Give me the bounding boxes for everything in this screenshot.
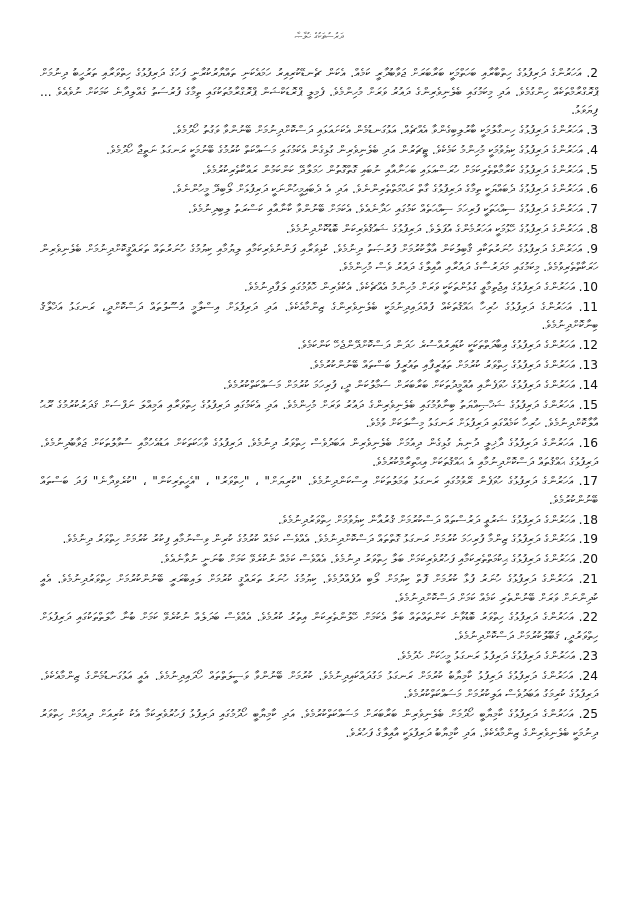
paragraph-number: 25 bbox=[582, 706, 598, 721]
paragraph-text: އަހަރުންގެ ދަރިފުޅުގެ ހުވަފެނާއި އުއްމީދުތަކަށް ބަރާބަރަށް ސަމާލުކަން ދީ، ފުރިހަމަ ކުރުމަށް މަސައްކަތްކުރުމެވެ. bbox=[222, 377, 575, 392]
paragraph-text: އަހަރުންގެ ދަރިފުޅުގެ ހިތްވަރު ބޮޑުވާނެ ކަންތައްތައް ބަލާ އެކަމަށް ހޭލުންތެރިކަން އިތުރު ކުރުމެވެ. އެއްވެސް ބަދަލެއް ނުކުރެވޭ ކަމަށް ބުނާ ހާލަތްތަކުގައި ދަރިފުޅަށް ހިތްވަރުދީ، ޤަބޫލުކުރުމަށް ދަސްކޮށްދިނުމެވެ. bbox=[40, 610, 598, 643]
numbered-paragraph bbox=[40, 472, 598, 509]
paragraph-separator: . bbox=[581, 66, 591, 80]
paragraph-separator: . bbox=[572, 572, 583, 586]
paragraph-separator: . bbox=[574, 280, 583, 295]
numbered-paragraph bbox=[40, 667, 598, 704]
paragraph-number: 7 bbox=[590, 202, 598, 217]
numbered-paragraph bbox=[40, 200, 598, 219]
paragraph-number: 10 bbox=[582, 280, 598, 295]
paragraph-separator: . bbox=[581, 241, 591, 256]
document-body bbox=[40, 64, 598, 743]
paragraph-separator: . bbox=[582, 122, 591, 137]
paragraph-separator: . bbox=[574, 512, 583, 527]
numbered-paragraph bbox=[40, 511, 598, 530]
paragraph-number: 20 bbox=[582, 552, 598, 567]
paragraph-number: 9 bbox=[590, 241, 599, 256]
paragraph-number: 22 bbox=[582, 610, 598, 625]
paragraph-number: 13 bbox=[582, 357, 598, 372]
paragraph-text: އަހަރުންގެ ދަރިފުޅުގެ އިޖުތިމާޢީ ގުޅުންތަކަކީ ވަރަށް މުހިންމު އެއްޗެކެވެ. އެކުވެރިން ހޮވުމުގައި ލަފާދިނުމެވެ. bbox=[243, 280, 575, 295]
paragraph-text: އަހަރުންގެ ދަރިފުޅުގެ ޝަޚްޞިއްޔަތު ބިނާވުމުގައި ބެލެނިވެރިންގެ ދައުރު ވަރަށް މުހިންމެވެ. އަދި އެކަމުގައި ދަރިފުޅުގެ ހިތްވަރާއި އަމިއްލަ ނަފްސަށް ޤަދަރުކުރުމުގެ ރޫޙު އާލާކޮށްދިނުމެވެ. ހުރިހާ ކަމެއްގައި ދަރިފުޅަށް ރަނގަޅު މިސާލަކަށް ވުމެވެ. bbox=[40, 397, 598, 431]
paragraph-number: 2 bbox=[590, 66, 599, 80]
numbered-paragraph bbox=[40, 434, 598, 471]
numbered-paragraph bbox=[40, 705, 598, 742]
paragraph-separator: . bbox=[582, 162, 591, 177]
paragraph-number: 21 bbox=[582, 572, 599, 586]
paragraph-text: އަހަރުންގެ ދަރިފުޅުގެ ކަރާމާތްތެރިކަމަށް ހުރަސްއަޅައި ބަހަނާއާއި ނުބައި ގޮތްގޮތުން ހަމަލާދޭ ކަންކަމުން ރައްކާތެރިކުރުމެވެ. bbox=[201, 162, 583, 177]
numbered-paragraph bbox=[40, 530, 598, 549]
paragraph-text: އަހަރުންގެ ދަރިފުޅުގެ ދަރިފުޅު ރަނގަޅު މީހަކަށް ހެދުމެވެ. bbox=[396, 648, 575, 663]
numbered-paragraph bbox=[40, 647, 598, 666]
paragraph-text: އަހަރުންގެ ދަރިފުޅުގެ ހުރިހާ ޙައްޤުތަކެއް ފުއްދައިދިނުމަކީ ބެލެނިވެރިންގެ ޒިންމާއެކެވެ. އަދި ދަރިފުޅަށް އިސްލާމީ އުސޫލުތައް ދަސްކޮށްދީ، ރަނގަޅު އަޚްލާޤު ބިނާކޮށްދިނުމެވެ. bbox=[40, 299, 598, 333]
paragraph-separator: . bbox=[573, 610, 583, 625]
paragraph-number: 23 bbox=[582, 648, 598, 663]
paragraph-separator: . bbox=[582, 182, 591, 197]
paragraph-number: 6 bbox=[590, 182, 598, 197]
numbered-paragraph bbox=[40, 570, 598, 607]
paragraph-text: އަހަރުންގެ ދަރިފުޅުގެ އިބާދަތްތަކަކީ ކުޑައިރުއްސުރެ ހަދަން ދަސްކޮށްދޭންޖެހޭ ކަންކަމެވެ. bbox=[297, 338, 575, 353]
paragraph-text: އަހަރުންގެ ދަރިފުޅުގެ ކާމިޔާބީ ހޯދުމަށް ބެލެނިވެރިން ބަރާބަރަށް މަސައްކަތްކުރުމެވެ. އަދި ކާމިޔާބީ ހޯދުމުގައި ދަރިފުޅު ފަހުރުވެރިކަމާ އެކު ކުރިއަށް ދިއުމަށް ހިތްވަރު ދިނުމަކީ ބެލެނިވެރިންގެ ޒިންމާއެކެވެ. އަދި ކާމިޔާބު ދަރިފުޅަކީ އާއިލާގެ ފަހުރެވެ. bbox=[40, 706, 598, 740]
paragraph-separator: . bbox=[572, 668, 583, 683]
paragraph-text: އަހަރުންގެ ދަރިފުޅުގެ ކިޔެވުމަކީ މުހިންމު ކަމެކެވެ. ޓީޗަރުން އަދި ބެލެނިވެރިން ގުޅިގެން އެކަމުގައި މަސައްކަތް ކުރުމުގެ ބޭނުމަކީ ރަނގަޅު ނަތީޖާ ހޯދުމެވެ. bbox=[106, 142, 583, 157]
paragraph-number: 16 bbox=[582, 435, 599, 450]
paragraph-separator: . bbox=[574, 648, 583, 663]
paragraph-number: 19 bbox=[582, 532, 598, 547]
numbered-paragraph bbox=[40, 121, 598, 140]
paragraph-number: 15 bbox=[582, 397, 599, 412]
paragraph-number: 17 bbox=[582, 474, 598, 489]
numbered-paragraph bbox=[40, 141, 598, 160]
paragraph-separator: . bbox=[582, 142, 591, 157]
numbered-paragraph bbox=[40, 161, 598, 180]
paragraph-separator: . bbox=[573, 474, 583, 489]
numbered-paragraph bbox=[40, 240, 598, 277]
numbered-paragraph bbox=[40, 376, 598, 395]
paragraph-number: 11 bbox=[582, 299, 598, 314]
numbered-paragraph bbox=[40, 550, 598, 569]
paragraph-text: އަހަރުންގެ ދަރިފުޅުގެ ހުވަފެން ރޭވުމުގައި ރަނގަޅު ޢަމަލުތަކަށް އިސްކަންދިނުމެވެ. "ކުރިޔަށް" ، "ހިތްވަރު" ، "އެހީތެރިކަން" ، "ކުރެވިދާނެ" ފަދަ ބަސްތައް ބޭނުންކުރުމެވެ. bbox=[40, 474, 598, 507]
paragraph-separator: . bbox=[574, 532, 583, 547]
paragraph-separator: . bbox=[571, 299, 583, 314]
paragraph-text: އަހަރުންގެ ދަރިފުޅުގެ ޒިންމާ ފުރިހަމަ ކުރުމަށް ރަނގަޅު ގޮތްތައް ދަސްކޮށްދިނުމެވެ. އެއްވެސް ކަމެއް ކުރުމުގެ ކުރިން ވިސްނުމާއި ފިކުރު ކުރުމަށް ހިތްވަރު ދިނުމެވެ. bbox=[62, 532, 575, 547]
paragraph-separator: . bbox=[582, 202, 591, 217]
paragraph-text: އަހަރުންގެ ދަރިފުޅުގެ ހުނަރުތަކާއި ޤާބިލުކަން އާލާކުރުމަށް ފުރުޞަތު ދިނުމެވެ. ކުޅިވަރާއި ފަންނުވެރިކަމާއި ލިޔުމާއި ކިޔުމުގެ ހުނަރުތައް ތަރައްޤީކޮށްދިނުމަށް ބެލެނިވެރިން ހަރަކާތްތެރިވުމެވެ. މިކަމުގައި މަދަރުސާގެ ދައުރާއި އާއިލާގެ ދައުރު ވެސް މުހިންމެވެ. bbox=[40, 241, 598, 275]
paragraph-separator: . bbox=[582, 221, 591, 236]
paragraph-text: އަހަރުންގެ ދަރިފުޅުގެ ދާޚިލީ ދުނިޔެ ގުޅިގެން ދިއުމަށް ބެލެނިވެރިން އަބަދުވެސް ހިތްވަރު ދިނުމެވެ. ދަރިފުޅުގެ ވާހަކަތަކަށް އަޑުއެހުމާއި ސުވާލުތަކަށް ޖަވާބުދިނުމެވެ. ދަރިފުޅުގެ ޙައްޤުތައް ދަސްކޮށްދިނުމާއި އެ ޙައްޤުތަކަށް އިޙްތިރާމްކުރުމެވެ. bbox=[40, 435, 598, 469]
paragraph-text: އަހަރުންގެ ދަރިފުޅުގެ ޙިކުމަތްތެރިކަމާއި ފަހުރުވެރިކަމަށް ބަލާ ހިތްވަރު ދިނުމެވެ. އެއްވެސް ކަމެއް ނުކުރެވޭ ކަމަށް ބުނަނީ ނުވާނެއެވެ. bbox=[160, 552, 575, 567]
paragraph-number: 24 bbox=[582, 668, 599, 683]
numbered-paragraph bbox=[40, 356, 598, 375]
paragraph-number: 5 bbox=[590, 162, 598, 177]
paragraph-separator: . bbox=[573, 435, 583, 450]
paragraph-separator: . bbox=[574, 552, 583, 567]
paragraph-text: އަހަރުންގެ ދަރިފުޅުގެ ދަރިފުޅު ކާމިޔާބު ކުރުމަށް ރަނގަޅު މަގުދައްކައިދިނުމެވެ. ކުރުމަށް ބޭނުންވާ ވަސީލަތްތައް ހޯދައިދިނުމެވެ. އެއީ އަޅުގަނޑުމެންގެ ޒިންމާއެކެވެ. ދަރިފުޅުގެ ކުރިމަގު އަބަދުވެސް އަލިކުރުމަށް މަސައްކަތްކުރުމެވެ. bbox=[40, 668, 598, 702]
numbered-paragraph bbox=[40, 298, 598, 335]
paragraph-text: އަހަރުންގެ ދަރިފުޅުގެ ހިތްވަރު ކުރުމަށް ތަޢުރީފާއި ތައުރީފު ބަސްތައް ބޭނުންކުރުމެވެ. bbox=[309, 357, 575, 372]
paragraph-number: 14 bbox=[582, 377, 598, 392]
paragraph-text: އަހަރުންގެ ދަރިފުޅުގެ ހިނގާލުމަކީ ބާރުލިބިގެންވާ އެއްޗެއް. އަޅުގަނޑުމެން އެކަށައަޅައި ދަސްކޮށްދިނުމަށް ބޭނުންވާ ވަގުތު ހޯދުމެވެ. bbox=[171, 122, 583, 137]
numbered-paragraph bbox=[40, 608, 598, 645]
paragraph-text: އަހަރުންގެ ދަރިފުޅުގެ ސިއްޙަތަކީ ފުރިހަމަ ސިއްޙަތެއް ކަމުގައި ހަދާނެއެވެ. އެކަމަށް ބޭނުންވާ ކާނާއާއި ކަސްރަތު ލިބިދިނުމެވެ. bbox=[187, 202, 583, 217]
numbered-paragraph bbox=[40, 336, 598, 355]
paragraph-separator: . bbox=[574, 377, 583, 392]
numbered-paragraph bbox=[40, 278, 598, 297]
paragraph-text: އަހަރުންގެ ދަރިފުޅުގެ ހިތްބާރާއި ބަހަތްމަކީ ބަރާބަރަށް ޖަވާބުދާރީ ކަމެއް. އެކަން ޗެނޑޭކުރިއިރު ހަމައެކަނި ތައްޔާރުކުރާނީ ފަހުގެ ދަރިފުޅުގެ ހިތްވަރާއި ތަރުހީބު ދިނުމަށް ޕްރޮގްރާމްތަކެއް ހިންގުމެވެ. އަދި މިކަމުގައި ބެލެނިވެރިންގެ ދައުރު ވަރަށް މުހިންމެވެ. ފެމިލީ ޕްރޮޑަކްޝަން ޕްރޮގްރާމުތަކުގައި ތިމާގެ ފުރުސަތު ގެއްލިދާނެ ކަމަކަށް ނުވެއެވެ ... ފިޔަވަޅު. bbox=[40, 66, 598, 118]
paragraph-number: 4 bbox=[590, 142, 598, 157]
paragraph-number: 18 bbox=[582, 512, 598, 527]
paragraph-text: އަހަރުންގެ ދަރިފުޅުގެ ދެބައްޔަކީ ތިމާގެ ދަރިފުޅުގެ ގާތް ރަޙްމަތްތެރިންނެވެ. އަދި އެ ދެބައިމީހުންނަކީ ދަރިފުޅަށް ލޯބިދޭ މީހުންނެވެ. bbox=[172, 182, 583, 197]
paragraph-separator: . bbox=[573, 397, 583, 412]
paragraph-number: 12 bbox=[582, 338, 598, 353]
paragraph-separator: . bbox=[574, 357, 583, 372]
paragraph-number: 8 bbox=[590, 221, 598, 236]
page-header: ދަރުސުތަކުގެ ޚުލާޞާ bbox=[294, 32, 344, 42]
paragraph-text: އަހަރުންގެ ދަރިފުޅުގެ ހުނަރު ފުޅާ ކުރުމަށް ފޮތް ކިޔުމަށް ލޯބި އުފެއްދުމެވެ. ކިޔުމުގެ ހުނަރު ތަރައްޤީ ކުރުމަށް ލައިބްރަރީ ބޭނުންކުރުމަށް ހިތްވަރުދިނުމެވެ. އެއީ ކުދިންނަށް ވަރަށް ބޭނުންތެރި ކަމެއް ކަމަށް ދަސްކޮށްދިނުމެވެ. bbox=[40, 572, 598, 605]
paragraph-separator: . bbox=[573, 706, 583, 721]
paragraph-separator: . bbox=[574, 338, 583, 353]
numbered-paragraph bbox=[40, 64, 598, 120]
paragraph-number: 3 bbox=[590, 122, 598, 137]
numbered-paragraph bbox=[40, 396, 598, 433]
paragraph-text: އަހަރުންގެ ދަރިފުޅުގެ ޝަރުޢީ ދަރުސްތައް ދަސްކުރުމަށް ޤުރުއާން ކިޔެވުމަށް ހިތްވަރުދިނުމެވެ. bbox=[277, 512, 575, 527]
numbered-paragraph bbox=[40, 220, 598, 239]
numbered-paragraph bbox=[40, 180, 598, 199]
paragraph-text: އަހަރުންގެ ދަރިފުޅުގެ ހޭޅުމަކީ އަހަރުމެންގެ އުފަލެވެ. ދަރިފުޅުގެ ޝައުޤުވެރިކަން ބޮޑުކޮށްދިނުމެވެ. bbox=[285, 221, 583, 236]
